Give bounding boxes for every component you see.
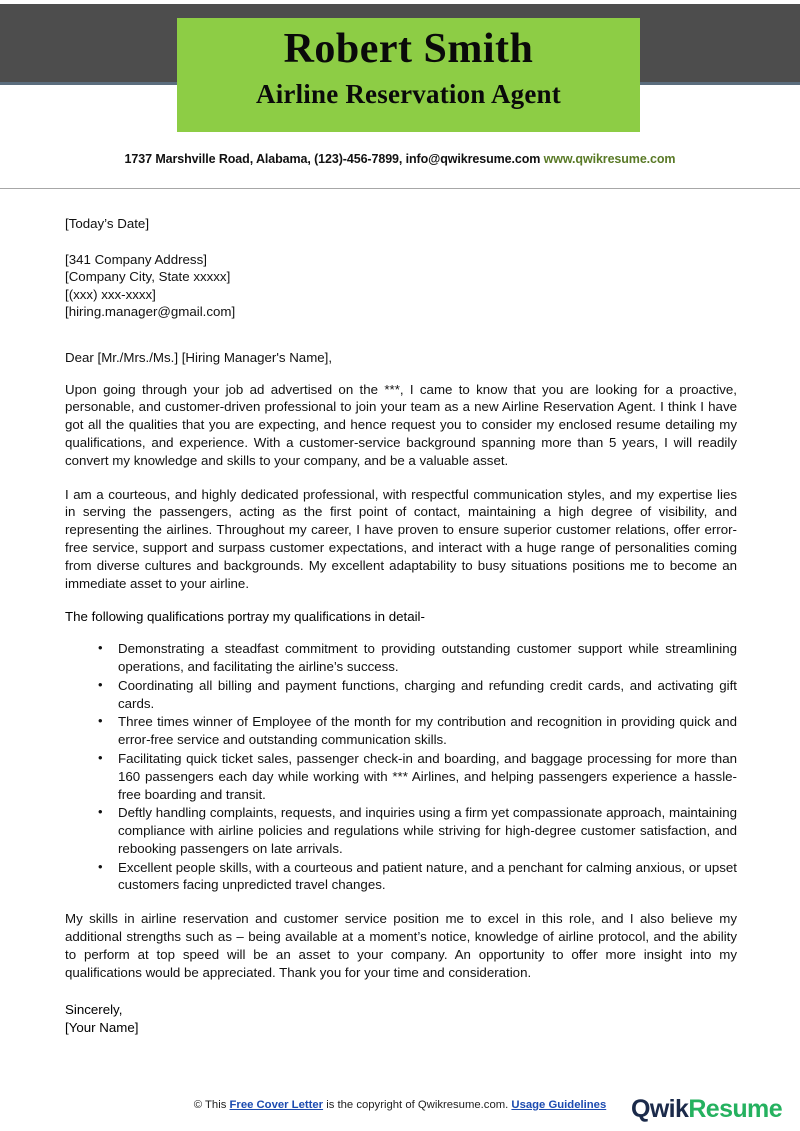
contact-website[interactable]: www.qwikresume.com [543,152,676,166]
recipient-line: [(xxx) xxx-xxxx] [65,286,156,302]
usage-guidelines-link[interactable]: Usage Guidelines [511,1099,607,1111]
name-title-box [177,18,640,132]
recipient-line: [hiring.manager@gmail.com] [65,304,236,320]
closing-paragraph: My skills in airline reservation and customer service position me to excel in this role, and I also believe my additional strengths such as – being available at a moment’s notice, knowledge of airline protocol, and the ability to perform at top speed will be an asset to your company. An opportunity to offer more insight into my qualifications would be appreciated. Thank you for your time and consideration. [65,911,737,980]
list-item: • Coordinating all billing and payment functions, charging and refunding credit cards, and activating gift cards. [118,677,737,713]
signature-block [65,1001,737,1036]
qualifications-list [65,640,737,894]
free-cover-letter-link[interactable]: Free Cover Letter [229,1099,324,1111]
list-item: • Deftly handling complaints, requests, and inquiries using a firm yet compassionate approach, maintaining compliance with airline policies and regulations while striving for high-degree customer satisfaction, and rebooking passengers on late arrivals. [118,804,737,857]
sign-off: Sincerely, [65,1002,123,1018]
contact-line [0,152,800,166]
list-item: • Excellent people skills, with a courteous and patient nature, and a penchant for calming anxious, or upset customers facing unpredicted travel changes. [118,859,737,895]
signature-placeholder: [Your Name] [65,1020,139,1036]
header-divider [0,188,800,189]
date-placeholder: [Today’s Date] [65,216,150,231]
list-item: • Facilitating quick ticket sales, passenger check-in and boarding, and baggage processing for more than 160 passengers each day while working with *** Airlines, and helping passengers experience a hassle-free boarding and transit. [118,750,737,803]
recipient-line: [Company City, State xxxxx] [65,269,231,285]
applicant-job-title: Airline Reservation Agent [256,79,561,109]
recipient-line: [341 Company Address] [65,251,207,267]
logo-text-resume: Resume [688,1095,782,1123]
list-item: • Three times winner of Employee of the month for my contribution and recognition in providing quick and error-free service and outstanding communication skills. [118,713,737,749]
document-footer [0,1093,800,1131]
body-paragraph-1: Upon going through your job ad advertised on the ***, I came to know that you are looking for a proactive, personable, and customer-driven professional to join your team as a new Airline Reservation Agent. I think I have got all the qualities that you are expecting, and hence request you to consider my enclosed resume detailing my qualifications, and experience. With a customer-service background spanning more than 5 years, I will readily convert my knowledge and skills to your company, and be a valuable asset. [65,381,737,468]
list-item: • Demonstrating a steadfast commitment to providing outstanding customer support while streamlining operations, and facilitating the airline’s success. [118,640,737,676]
qwikresume-logo [631,1095,782,1124]
footer-copyright-prefix: © This [193,1099,230,1111]
document-header [0,0,800,190]
recipient-address-block [65,251,737,321]
footer-copyright-middle: is the copyright of Qwikresume.com. [323,1099,512,1111]
body-paragraph-2: I am a courteous, and highly dedicated professional, with respectful communication styles, and my expertise lies in serving the passengers, acting as the first point of contact, maintaining a high degree of visibility, and representing the airlines. Throughout my career, I have proven to ensure superior customer relations, offer error-free service, support and surpass customer expectations, and interact with a huge range of personalities coming from diverse cultures and backgrounds. My excellent adaptability to busy situations positions me to become an immediate asset to your airline. [65,486,737,591]
contact-details: 1737 Marshville Road, Alabama, (123)-456-7899, info@qwikresume.com [124,152,541,166]
letter-body [65,215,737,1037]
salutation: Dear [Mr./Mrs./Ms.] [Hiring Manager's Name], [65,349,333,365]
logo-text-qwik: Qwik [630,1095,689,1123]
applicant-name: Robert Smith [283,26,534,72]
qualifications-intro: The following qualifications portray my qualifications in detail- [65,609,425,625]
